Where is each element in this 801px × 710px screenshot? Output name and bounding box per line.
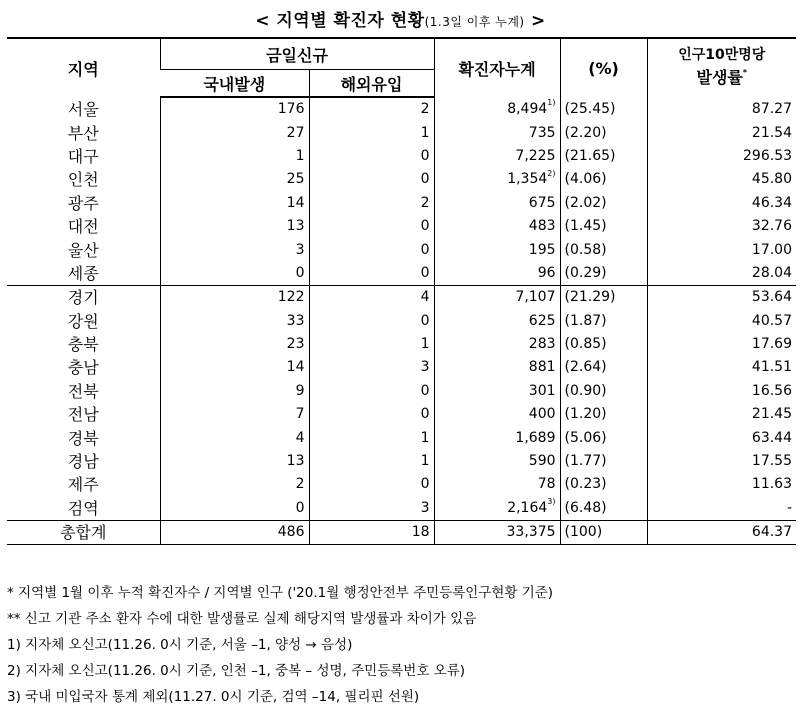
cell-percent: (100) (560, 521, 647, 545)
footnote-marker: 2) (547, 168, 556, 178)
cell-domestic: 176 (160, 97, 309, 121)
cell-cumulative (434, 238, 560, 261)
cell-region: 총합계 (7, 521, 160, 545)
cell-percent: (0.29) (560, 262, 647, 286)
cell-region: 세종 (67, 263, 99, 283)
cell-domestic: 2 (160, 473, 309, 496)
cell-rate: 40.57 (647, 310, 796, 333)
cell-cumulative (434, 145, 560, 168)
footnotes (7, 580, 553, 710)
cell-percent: (21.65) (560, 145, 647, 168)
cell-rate: 17.69 (647, 333, 796, 356)
cell-rate: 63.44 (647, 426, 796, 449)
cell-percent: (0.85) (560, 333, 647, 356)
cell-rate: 21.45 (647, 403, 796, 426)
cell-cumulative (434, 168, 560, 191)
table-row (7, 145, 796, 168)
cell-domestic: 7 (160, 403, 309, 426)
cell-percent: (2.64) (560, 356, 647, 379)
header-rate-label: 발생률 (696, 68, 743, 87)
cell-domestic: 13 (160, 215, 309, 238)
cell-domestic: 122 (160, 286, 309, 310)
cell-overseas: 1 (309, 450, 434, 473)
table-row (7, 333, 796, 356)
cell-domestic: 0 (160, 262, 309, 286)
cell-region: 서울 (67, 99, 99, 119)
cell-rate: 21.54 (647, 121, 796, 144)
table-row (7, 97, 796, 121)
cell-cumulative (434, 450, 560, 473)
cell-rate: 28.04 (647, 262, 796, 286)
cell-cumulative (434, 473, 560, 496)
header-domestic: 국내발생 (160, 70, 309, 98)
header-region: 지역 (7, 38, 160, 97)
cell-region: 인천 (67, 170, 99, 190)
cell-overseas: 0 (309, 145, 434, 168)
cumulative-value: 625 (528, 312, 556, 329)
cell-overseas: 0 (309, 310, 434, 333)
cell-cumulative (434, 215, 560, 238)
cell-overseas: 1 (309, 333, 434, 356)
table-row (7, 286, 796, 310)
header-rate-mark: * (742, 67, 748, 77)
cell-cumulative (434, 262, 560, 286)
cell-percent: (25.45) (560, 97, 647, 121)
cell-overseas: 1 (309, 121, 434, 144)
cell-domestic: 33 (160, 310, 309, 333)
cell-overseas: 2 (309, 192, 434, 215)
cell-cumulative (434, 497, 560, 521)
cell-rate: 41.51 (647, 356, 796, 379)
cell-rate: 17.00 (647, 238, 796, 261)
cumulative-value: 7,107 (515, 289, 556, 306)
cell-region: 울산 (67, 240, 99, 260)
cell-domestic: 14 (160, 192, 309, 215)
table-row (7, 238, 796, 261)
table-body (7, 97, 796, 545)
cell-percent: (0.58) (560, 238, 647, 261)
cell-rate: 11.63 (647, 473, 796, 496)
header-cumulative: 확진자누계 (434, 38, 560, 97)
cell-percent: (6.48) (560, 497, 647, 521)
cell-cumulative (434, 286, 560, 310)
header-percent: (%) (560, 38, 647, 97)
header-rate (647, 38, 796, 97)
cumulative-value: 881 (528, 359, 556, 376)
cell-overseas: 0 (309, 168, 434, 191)
cell-domestic: 23 (160, 333, 309, 356)
table-row (7, 403, 796, 426)
regional-cases-table (7, 37, 796, 545)
header-new-today: 금일신규 (160, 38, 434, 70)
table-row (7, 473, 796, 496)
table-row (7, 192, 796, 215)
cell-domestic: 0 (160, 497, 309, 521)
cell-percent: (0.23) (560, 473, 647, 496)
cell-domestic: 14 (160, 356, 309, 379)
footnote: 1) 지자체 오신고(11.26. 0시 기준, 서울 –1, 양성 → 음성) (7, 637, 353, 653)
table-row (7, 426, 796, 449)
table-row (7, 168, 796, 191)
cumulative-value: 195 (528, 241, 556, 258)
footnote: ** 신고 기관 주소 환자 수에 대한 발생률로 실제 해당지역 발생률과 차이가 있음 (7, 611, 477, 627)
cell-percent: (2.20) (560, 121, 647, 144)
cell-overseas: 2 (309, 97, 434, 121)
cell-rate: 32.76 (647, 215, 796, 238)
cell-cumulative (434, 121, 560, 144)
cell-rate: 53.64 (647, 286, 796, 310)
cumulative-value: 590 (528, 453, 556, 470)
cell-domestic: 25 (160, 168, 309, 191)
cell-overseas: 18 (309, 521, 434, 545)
cell-percent: (0.90) (560, 380, 647, 403)
table-row (7, 356, 796, 379)
title-end: > (524, 11, 546, 31)
cell-region: 경기 (7, 286, 160, 310)
cell-region: 강원 (67, 311, 99, 331)
cell-region: 전북 (67, 381, 99, 401)
title-main: < 지역별 확진자 현황 (255, 11, 425, 31)
cell-overseas: 0 (309, 403, 434, 426)
cumulative-value: 7,225 (515, 147, 556, 164)
cumulative-value: 400 (528, 406, 556, 423)
cell-cumulative (434, 426, 560, 449)
cell-overseas: 4 (309, 286, 434, 310)
cumulative-value: 283 (528, 336, 556, 353)
cell-overseas: 0 (309, 473, 434, 496)
cumulative-value: 301 (528, 382, 556, 399)
cell-cumulative (434, 192, 560, 215)
table-row (7, 450, 796, 473)
cell-domestic: 1 (160, 145, 309, 168)
title-sub: (1.3일 이후 누계) (424, 15, 525, 29)
cell-overseas: 0 (309, 262, 434, 286)
cell-domestic: 4 (160, 426, 309, 449)
cell-domestic: 27 (160, 121, 309, 144)
cumulative-value: 675 (528, 194, 556, 211)
cumulative-value: 735 (528, 124, 556, 141)
cell-percent: (21.29) (560, 286, 647, 310)
footnote-marker: 1) (547, 98, 556, 108)
cell-cumulative: 33,375 (434, 521, 560, 545)
header-rate-top: 인구10만명당 (678, 47, 766, 63)
cell-domestic: 486 (160, 521, 309, 545)
table-row (7, 215, 796, 238)
footnote: 3) 국내 미입국자 통계 제외(11.27. 0시 기준, 검역 –14, 필리핀 선원) (7, 689, 420, 705)
cell-overseas: 0 (309, 380, 434, 403)
cell-percent: (1.20) (560, 403, 647, 426)
cumulative-value: 2,164 (507, 499, 548, 516)
cell-domestic: 9 (160, 380, 309, 403)
table-row (7, 310, 796, 333)
cell-percent: (5.06) (560, 426, 647, 449)
cell-rate: 296.53 (647, 145, 796, 168)
table-row (7, 380, 796, 403)
header-rate-bottom (648, 65, 797, 91)
cell-rate: 45.80 (647, 168, 796, 191)
table-title (0, 6, 801, 31)
cell-region: 충북 (67, 335, 99, 355)
cell-region: 충남 (67, 358, 99, 378)
cell-percent: (1.87) (560, 310, 647, 333)
cell-region: 경남 (67, 452, 99, 472)
cell-region: 전남 (67, 405, 99, 425)
cell-region: 부산 (67, 123, 99, 143)
cell-domestic: 3 (160, 238, 309, 261)
table-row (7, 262, 796, 286)
cell-rate: - (647, 497, 796, 521)
cell-percent: (2.02) (560, 192, 647, 215)
cell-percent: (1.45) (560, 215, 647, 238)
cell-region: 대구 (67, 146, 99, 166)
cell-cumulative (434, 97, 560, 121)
footnote-marker: 3) (547, 497, 556, 507)
cumulative-value: 483 (528, 218, 556, 235)
cell-cumulative (434, 403, 560, 426)
cell-rate: 16.56 (647, 380, 796, 403)
cumulative-value: 96 (537, 264, 556, 281)
cell-overseas: 0 (309, 238, 434, 261)
table-row (7, 497, 796, 521)
cell-rate: 64.37 (647, 521, 796, 545)
cell-overseas: 3 (309, 497, 434, 521)
cell-region: 제주 (67, 475, 99, 495)
footnote: 2) 지자체 오신고(11.26. 0시 기준, 인천 –1, 중복 – 성명, 주민등록번호 오류) (7, 663, 466, 679)
cell-cumulative (434, 310, 560, 333)
header-overseas: 해외유입 (309, 70, 434, 98)
cumulative-value: 8,494 (507, 100, 548, 117)
cell-rate: 87.27 (647, 97, 796, 121)
cell-domestic: 13 (160, 450, 309, 473)
cell-overseas: 0 (309, 215, 434, 238)
cell-cumulative (434, 356, 560, 379)
cell-rate: 46.34 (647, 192, 796, 215)
cell-percent: (4.06) (560, 168, 647, 191)
cumulative-value: 78 (537, 476, 556, 493)
cumulative-value: 1,689 (515, 429, 556, 446)
cell-percent: (1.77) (560, 450, 647, 473)
cell-region: 검역 (67, 498, 99, 518)
table-row (7, 121, 796, 144)
cell-region: 대전 (67, 217, 99, 237)
footnote: * 지역별 1월 이후 누적 확진자수 / 지역별 인구 ('20.1월 행정안전부 주민등록인구현황 기준) (7, 585, 554, 601)
cell-region: 광주 (67, 193, 99, 213)
cell-cumulative (434, 333, 560, 356)
cell-overseas: 3 (309, 356, 434, 379)
cell-overseas: 1 (309, 426, 434, 449)
cumulative-value: 1,354 (507, 171, 548, 188)
cell-rate: 17.55 (647, 450, 796, 473)
total-row (7, 521, 796, 545)
cell-cumulative (434, 380, 560, 403)
cell-region: 경북 (67, 428, 99, 448)
